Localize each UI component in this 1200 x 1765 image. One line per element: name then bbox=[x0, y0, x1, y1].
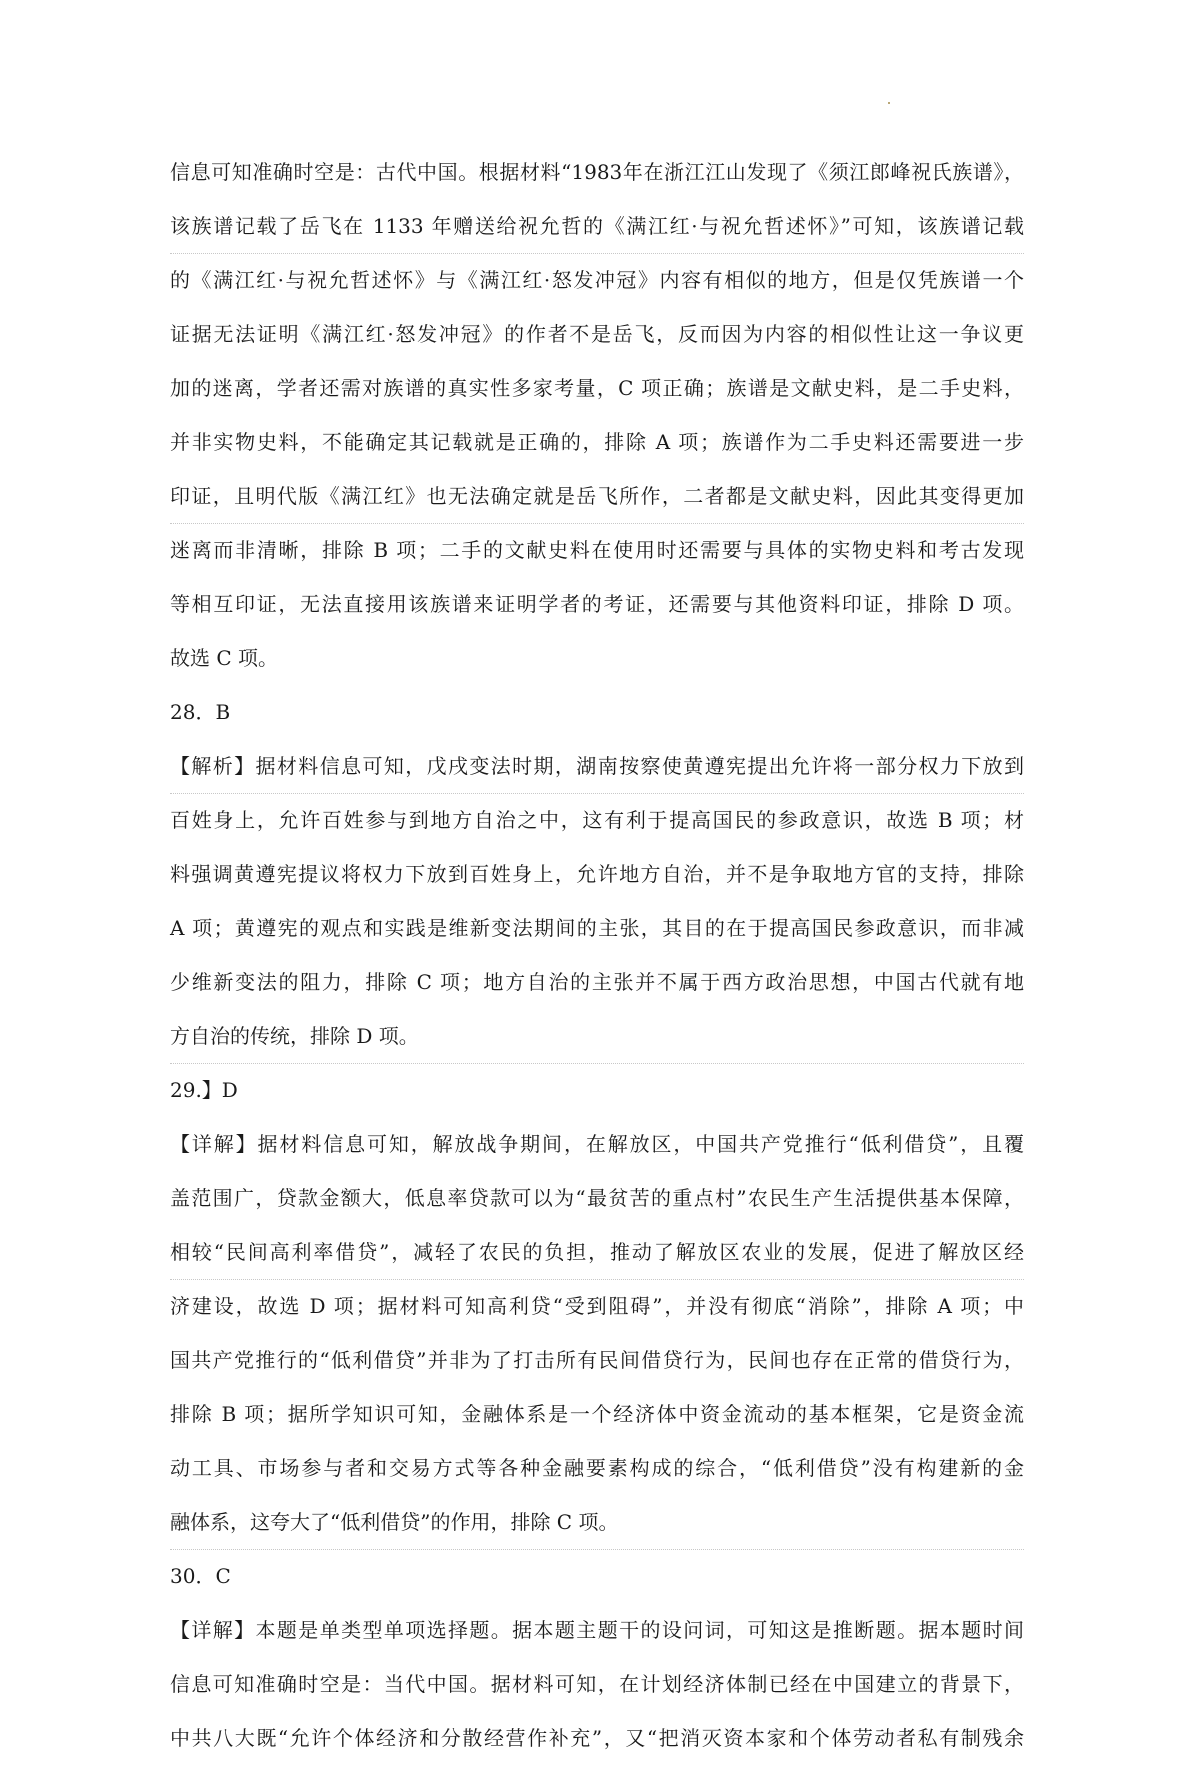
document-body bbox=[170, 145, 1024, 1765]
question-answer-heading: 28．B bbox=[170, 700, 231, 724]
text-line: 中共八大既“允许个体经济和分散经营作补充”，又“把消灭资本家和个体劳动者私有制残余 bbox=[170, 1726, 1024, 1750]
text-line: 料强调黄遵宪提议将权力下放到百姓身上，允许地方自治，并不是争取地方官的支持，排除 bbox=[170, 862, 1024, 886]
text-line: 融体系，这夸大了“低利借贷”的作用，排除 C 项。 bbox=[170, 1495, 1024, 1549]
text-line: 信息可知准确时空是：古代中国。根据材料“1983年在浙江江山发现了《须江郎峰祝氏族谱》， bbox=[170, 160, 1024, 184]
text-line: 方自治的传统，排除 D 项。 bbox=[170, 1009, 1024, 1063]
scan-speck bbox=[888, 102, 890, 104]
text-line: 证据无法证明《满江红·怒发冲冠》的作者不是岳飞，反而因为内容的相似性让这一争议更 bbox=[170, 322, 1024, 346]
text-line: 并非实物史料，不能确定其记载就是正确的，排除 A 项；族谱作为二手史料还需要进一步 bbox=[170, 430, 1024, 454]
text-line: 盖范围广，贷款金额大，低息率贷款可以为“最贫苦的重点村”农民生产生活提供基本保障， bbox=[170, 1186, 1024, 1210]
text-line: 济建设，故选 D 项；据材料可知高利贷“受到阻碍”，并没有彻底“消除”，排除 A 项；中 bbox=[170, 1294, 1024, 1318]
text-line: 少维新变法的阻力，排除 C 项；地方自治的主张并不属于西方政治思想，中国古代就有地 bbox=[170, 970, 1024, 994]
text-line: 加的迷离，学者还需对族谱的真实性多家考量，C 项正确；族谱是文献史料，是二手史料， bbox=[170, 376, 1024, 400]
question-answer-heading: 29.】D bbox=[170, 1078, 238, 1102]
text-line: 的《满江红·与祝允哲述怀》与《满江红·怒发冲冠》内容有相似的地方，但是仅凭族谱一个 bbox=[170, 268, 1024, 292]
text-line: 迷离而非清晰，排除 B 项；二手的文献史料在使用时还需要与具体的实物史料和考古发现 bbox=[170, 538, 1024, 562]
text-line: 信息可知准确时空是：当代中国。据材料可知，在计划经济体制已经在中国建立的背景下， bbox=[170, 1672, 1024, 1696]
text-line: 故选 C 项。 bbox=[170, 646, 279, 670]
text-line: 【详解】据材料信息可知，解放战争期间，在解放区，中国共产党推行“低利借贷”，且覆 bbox=[170, 1132, 1024, 1156]
text-line: 该族谱记载了岳飞在 1133 年赠送给祝允哲的《满江红·与祝允哲述怀》”可知，该族谱记载 bbox=[170, 199, 1024, 253]
question-answer-heading: 30．C bbox=[170, 1564, 231, 1588]
text-line: 等相互印证，无法直接用该族谱来证明学者的考证，还需要与其他资料印证，排除 D 项。 bbox=[170, 592, 1024, 616]
text-line: 排除 B 项；据所学知识可知，金融体系是一个经济体中资金流动的基本框架，它是资金流 bbox=[170, 1402, 1024, 1426]
text-line: 相较“民间高利率借贷”，减轻了农民的负担，推动了解放区农业的发展，促进了解放区经 bbox=[170, 1225, 1024, 1279]
text-line: A 项；黄遵宪的观点和实践是维新变法期间的主张，其目的在于提高国民参政意识，而非减 bbox=[170, 916, 1024, 940]
text-line: 【解析】据材料信息可知，戊戌变法时期，湖南按察使黄遵宪提出允许将一部分权力下放到 bbox=[170, 739, 1024, 793]
text-line: 百姓身上，允许百姓参与到地方自治之中，这有利于提高国民的参政意识，故选 B 项；材 bbox=[170, 808, 1024, 832]
text-line: 动工具、市场参与者和交易方式等各种金融要素构成的综合，“低利借贷”没有构建新的金 bbox=[170, 1456, 1024, 1480]
text-line: 【详解】本题是单类型单项选择题。据本题主题干的设问词，可知这是推断题。据本题时间 bbox=[170, 1618, 1024, 1642]
text-line: 国共产党推行的“低利借贷”并非为了打击所有民间借贷行为，民间也存在正常的借贷行为， bbox=[170, 1348, 1024, 1372]
text-line: 印证，且明代版《满江红》也无法确定就是岳飞所作，二者都是文献史料，因此其变得更加 bbox=[170, 469, 1024, 523]
